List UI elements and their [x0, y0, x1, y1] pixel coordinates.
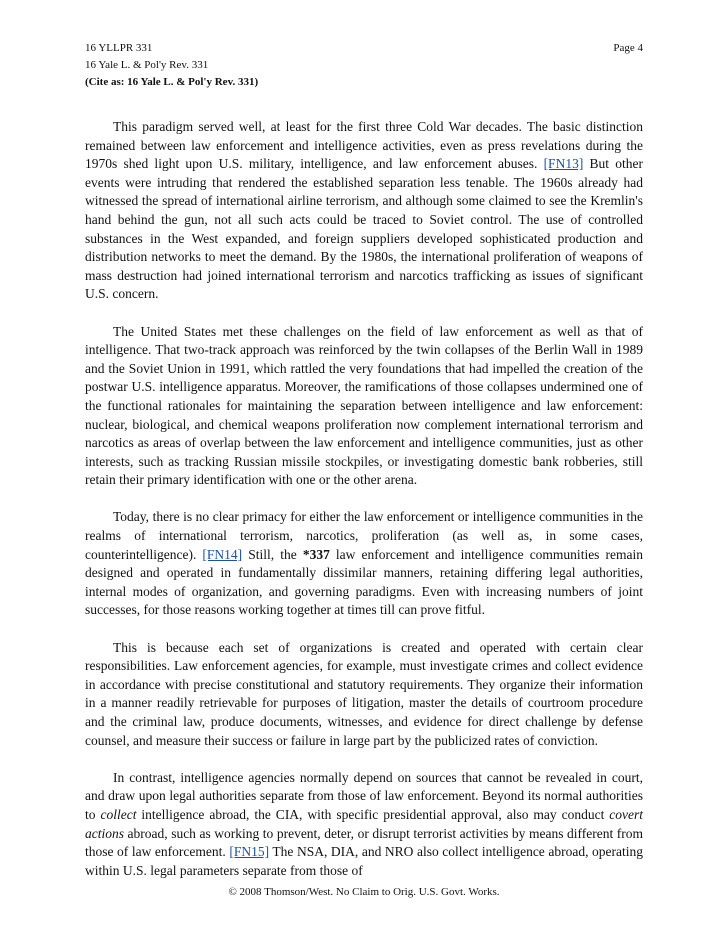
footnote-link-fn13[interactable]: [FN13]	[543, 156, 584, 172]
paragraph-3	[85, 508, 643, 620]
paragraph-5-text-c: abroad, such as working to prevent, deter, or disrupt terrorist activities by means different from those of law enforcement.	[85, 825, 644, 860]
header-row	[85, 40, 643, 57]
paragraph-3-text-c: law enforcement and intelligence communities remain designed and operated in fundamentally dissimilar manners, retaining differing legal authorities, internal modes of organization, and governing paradigms. Even with increasing numbers of joint successes, for those reasons working together at times till can prove fitful.	[85, 546, 644, 618]
paragraph-3-text-b: Still, the	[248, 546, 297, 562]
page-number: Page 4	[613, 42, 643, 54]
paragraph-5-text-a: In contrast, intelligence agencies normally depend on sources that cannot be revealed in court, and draw upon legal authorities separate from those of law enforcement. Beyond its normal authorities to	[85, 769, 643, 822]
document-body	[85, 118, 643, 899]
paragraph-2	[85, 323, 643, 490]
paragraph-3-text-a: Today, there is no clear primacy for either the law enforcement or intelligence communities in the realms of international terrorism, narcotics, proliferation (as well as, in some cases, counterintelligence).	[85, 509, 643, 562]
emphasis-collect: collect	[100, 806, 137, 822]
paragraph-5	[85, 769, 643, 881]
paragraph-2-text: The United States met these challenges on the field of law enforcement as well as that of intelligence. That two-track approach was reinforced by the twin collapses of the Berlin Wall in 1989 and the Soviet Union in 1991, which rattled the very foundations that had impelled the creation of the postwar U.S. intelligence apparatus. Moreover, the ramifications of those collapses undermined one of the functional rationales for maintaining the separation between intelligence and law enforcement: nuclear, biological, and chemical weapons proliferation now complement international terrorism and narcotics as areas of overlap between the law enforcement and intelligence communities, just as other interests, such as tracking Russian missile stockpiles, or investigating domestic bank robberies, still retain their primary identification with one or the other arena.	[85, 323, 643, 488]
paragraph-5-text-b: intelligence abroad, the CIA, with specific presidential approval, also may conduct	[141, 806, 605, 822]
paragraph-5-text-d: The NSA, DIA, and NRO also collect intelligence abroad, operating within U.S. legal parameters separate from those of	[85, 844, 644, 878]
citation-full: 16 Yale L. & Pol'y Rev. 331	[85, 59, 209, 71]
citation-short: 16 YLLPR 331	[85, 42, 153, 54]
paragraph-4-text: This is because each set of organizations is created and operated with certain clear responsibilities. Law enforcement agencies, for example, must investigate crimes and collect evidence in accordance with precise constitutional and statutory requirements. They organize their information in a manner readily retrievable for purposes of litigation, master the details of courtroom procedure and the criminal law, produce documents, witnesses, and evidence for direct challenge by defense counsel, and measure their success or failure in large part by the publicized rates of conviction.	[85, 639, 643, 748]
star-page-marker: *337	[302, 546, 330, 562]
cite-as: (Cite as: 16 Yale L. & Pol'y Rev. 331)	[85, 76, 259, 88]
paragraph-1-text-a: This paradigm served well, at least for the first three Cold War decades. The basic distinction remained between law enforcement and intelligence activities, even as press revelations during the 1970s shed light upon U.S. military, intelligence, and law enforcement abuses.	[85, 119, 643, 172]
document-header	[85, 40, 643, 91]
paragraph-4	[85, 639, 643, 751]
paragraph-1	[85, 118, 643, 304]
paragraph-1-text-b: But other events were intruding that rendered the established separation less tenable. The 1960s already had witnessed the spread of international airline terrorism, and although some claimed to see the Kremlin's hand behind the gun, not all such acts could be traced to Soviet control. The use of controlled substances in the West expanded, and foreign suppliers developed sophisticated production and distribution networks to meet the demand. By the 1980s, the international proliferation of weapons of mass destruction had joined international terrorism and narcotics trafficking as issues of significant U.S. concern.	[85, 156, 643, 302]
footnote-link-fn14[interactable]: [FN14]	[202, 546, 243, 562]
emphasis-covert-actions: covert actions	[85, 806, 644, 841]
footnote-link-fn15[interactable]: [FN15]	[229, 844, 270, 860]
copyright-footer: © 2008 Thomson/West. No Claim to Orig. U.S. Govt. Works.	[228, 886, 500, 898]
